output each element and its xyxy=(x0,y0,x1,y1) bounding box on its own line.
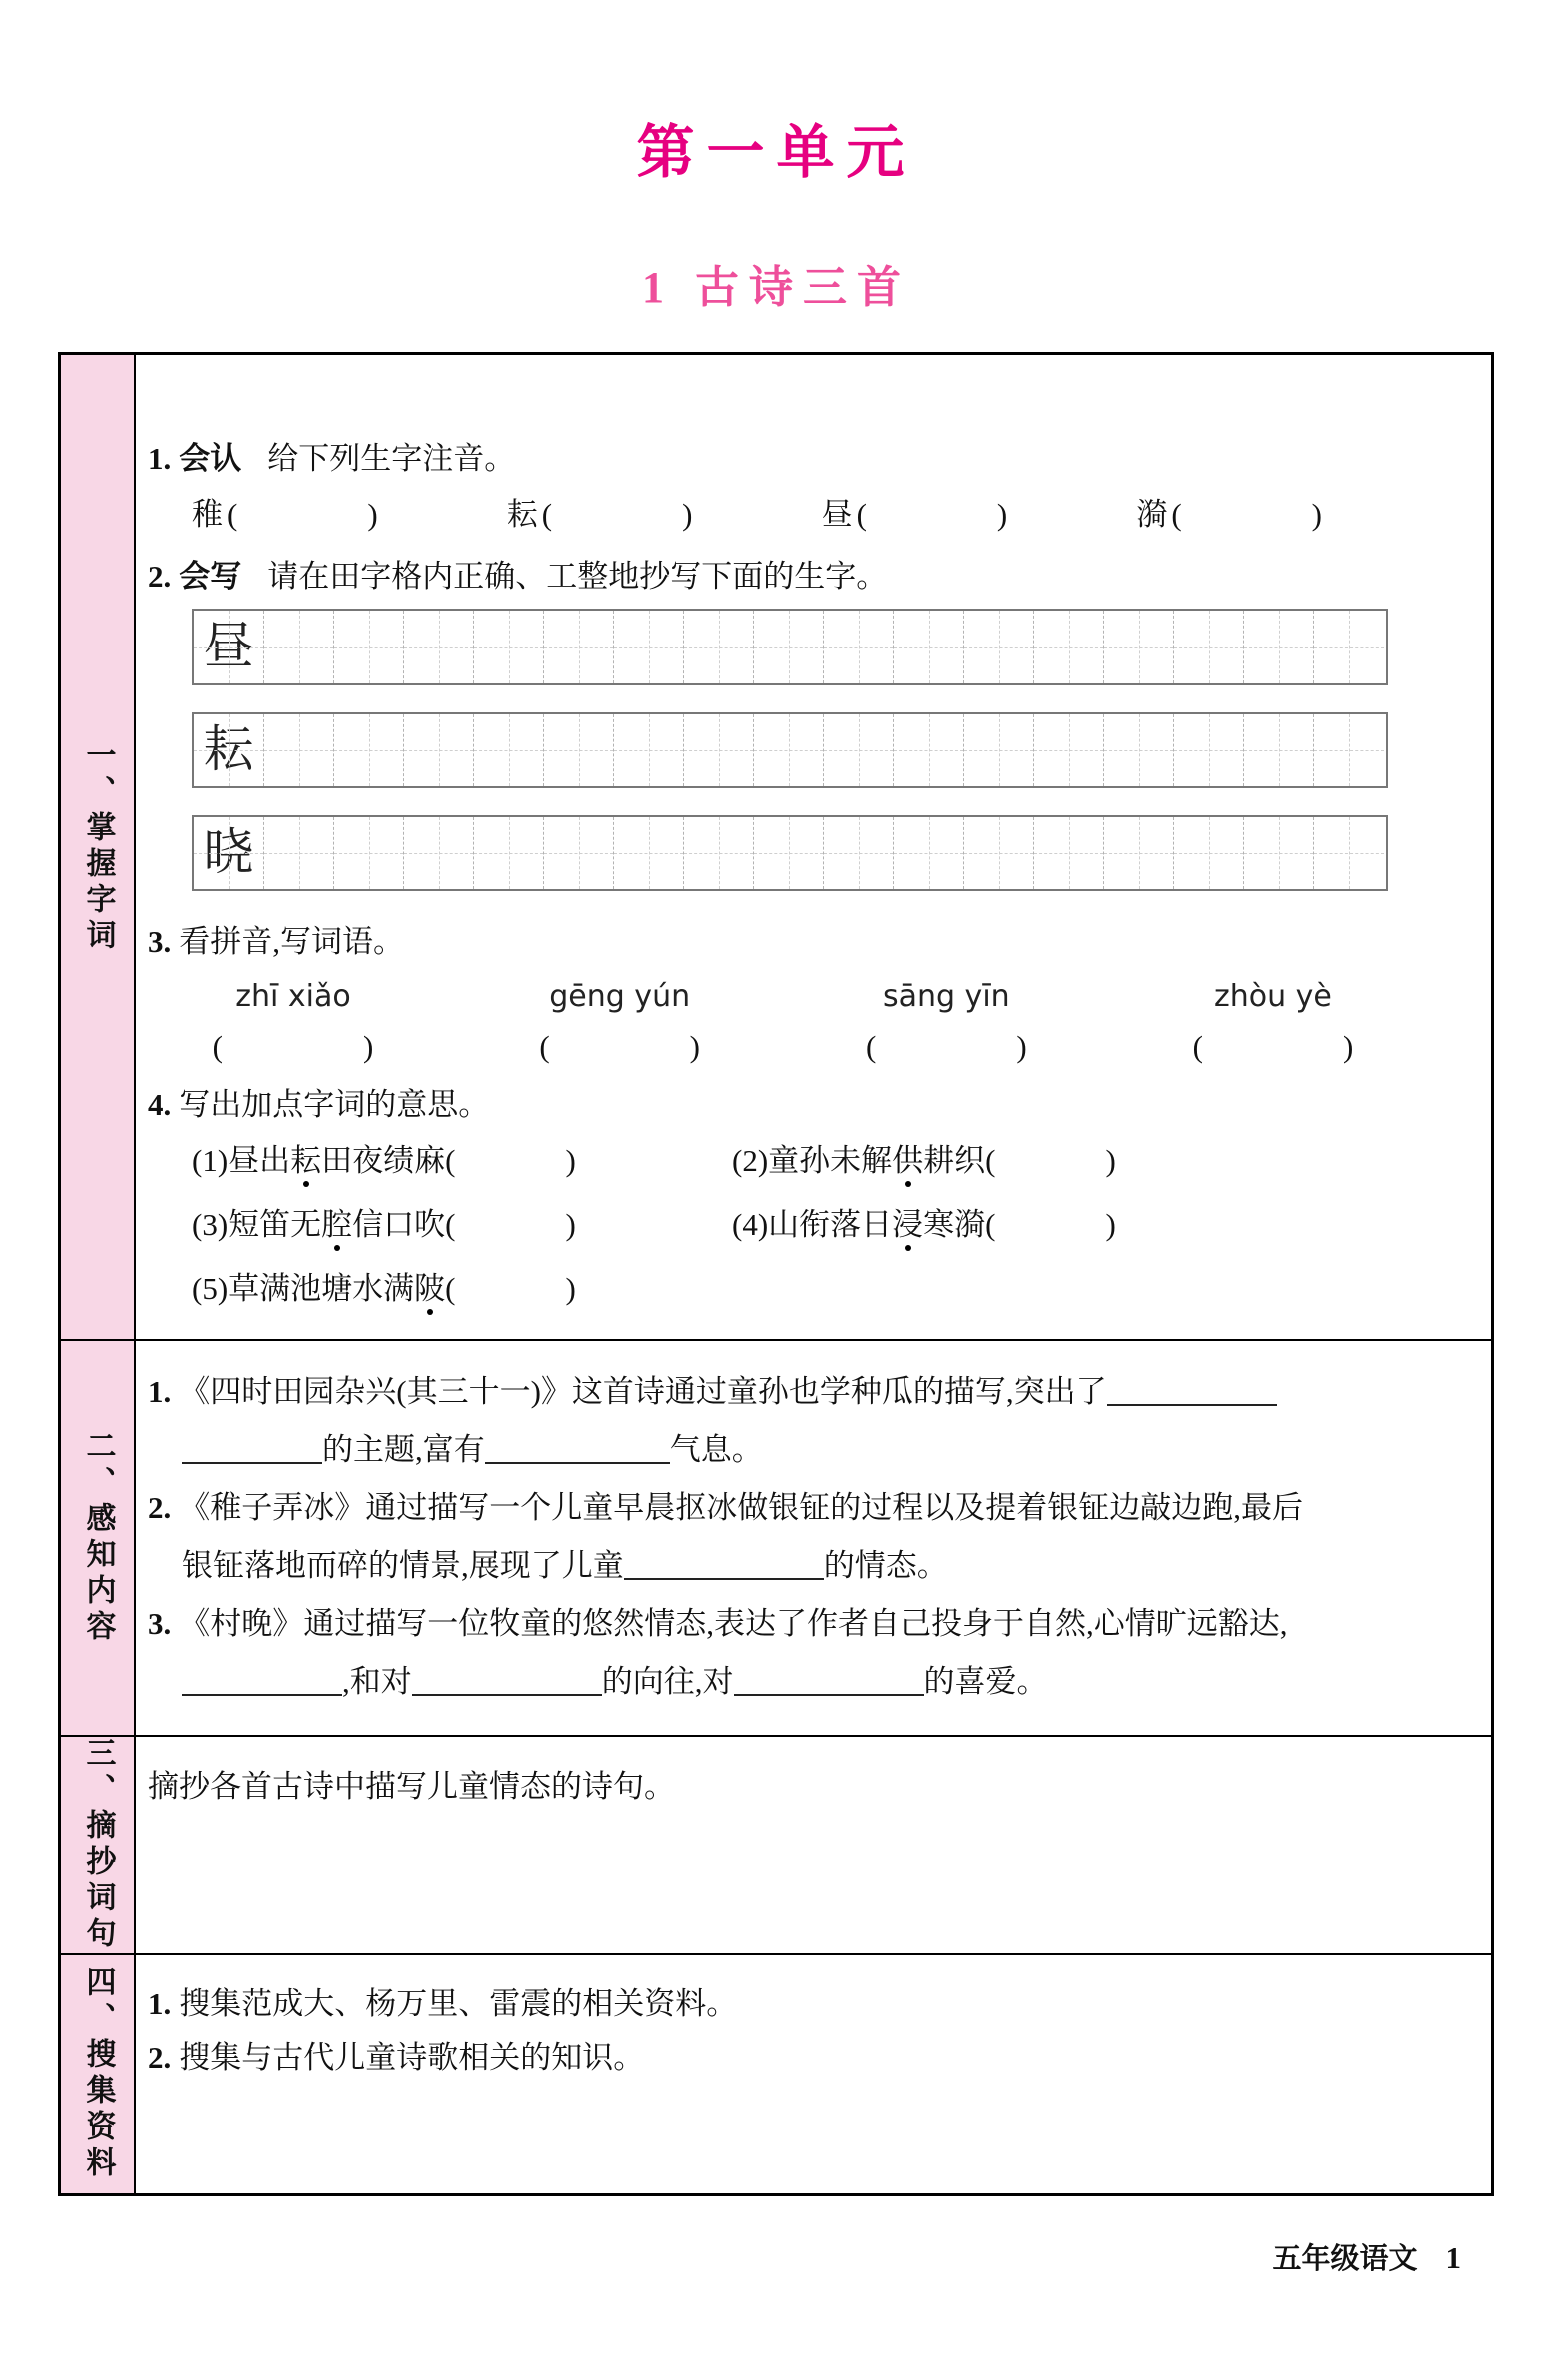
item-number: 2. xyxy=(148,2040,172,2075)
answer-bracket: ( ) xyxy=(1171,497,1322,533)
answer-bracket: ( ) xyxy=(445,1142,576,1178)
grid-cell xyxy=(1104,611,1174,683)
q1-prompt xyxy=(148,435,1463,483)
answer-bracket: ( ) xyxy=(865,1028,1027,1064)
comprehension-item xyxy=(148,1479,1463,1595)
section-label-cell-2 xyxy=(61,1341,136,1735)
section-label-cell-4 xyxy=(61,1955,136,2193)
text-line xyxy=(148,1537,1463,1595)
answer-bracket: ( ) xyxy=(445,1270,576,1306)
grid-cell: 晓 xyxy=(194,817,264,889)
item-text: 昼出 xyxy=(228,1142,291,1178)
grid-cell xyxy=(894,611,964,683)
item-text: ,和对 xyxy=(342,1664,412,1699)
item-text: 寒漪 xyxy=(923,1206,986,1242)
section-content-3 xyxy=(136,1737,1491,1953)
grid-cell xyxy=(1104,714,1174,786)
footer-book-title: 五年级语文 xyxy=(1272,2243,1418,2275)
character: 耘 xyxy=(506,497,538,533)
grid-cell xyxy=(474,817,544,889)
item-number: 3. xyxy=(148,1606,172,1641)
fill-in-blank xyxy=(182,1664,342,1696)
answer-bracket: ( ) xyxy=(541,497,693,533)
section-content-1 xyxy=(136,355,1491,1339)
grid-cell xyxy=(544,611,614,683)
worksheet-table xyxy=(58,352,1494,2196)
grid-cell xyxy=(544,714,614,786)
grid-cell xyxy=(1244,714,1314,786)
item-number: (1) xyxy=(192,1142,229,1178)
writing-grid-row xyxy=(192,712,1388,788)
item-text: 童孙未解 xyxy=(768,1142,893,1178)
grid-cell xyxy=(474,611,544,683)
meaning-item xyxy=(732,1137,1463,1185)
fill-in-blank xyxy=(734,1664,924,1696)
grid-cell xyxy=(334,817,404,889)
pinyin-column xyxy=(1168,974,1378,1071)
unit-title: 第一单元 xyxy=(636,120,917,185)
dotted-character: 陂 xyxy=(414,1270,446,1306)
section-label-2: 二、感知内容 xyxy=(81,1430,115,1646)
grid-cell xyxy=(1174,817,1244,889)
grid-cell xyxy=(894,817,964,889)
q3-number: 3. xyxy=(148,924,172,960)
grid-cell xyxy=(1034,714,1104,786)
item-text: 的主题,富有 xyxy=(322,1432,485,1467)
text-line xyxy=(148,1479,1463,1537)
grid-cell xyxy=(544,817,614,889)
q3-prompt xyxy=(148,918,1463,966)
char-group xyxy=(507,491,693,539)
q1-character-row xyxy=(192,491,1322,539)
grid-cell xyxy=(964,817,1034,889)
item-text: 草满池塘水满 xyxy=(228,1270,415,1306)
char-group xyxy=(822,491,1008,539)
grid-cell xyxy=(404,611,474,683)
grid-cell xyxy=(264,611,334,683)
excerpt-prompt: 摘抄各首古诗中描写儿童情态的诗句。 xyxy=(148,1769,675,1804)
item-number: 1. xyxy=(148,1374,172,1409)
grid-cell xyxy=(754,611,824,683)
meaning-item xyxy=(192,1201,732,1249)
text-line xyxy=(148,1595,1463,1653)
research-item xyxy=(148,2031,1463,2085)
grid-cell xyxy=(474,714,544,786)
pinyin-text: sāng yīn xyxy=(882,979,1010,1015)
pinyin-text: zhī xiǎo xyxy=(235,979,351,1015)
dotted-character: 浸 xyxy=(892,1206,924,1242)
item-text: 搜集与古代儿童诗歌相关的知识。 xyxy=(179,2040,645,2075)
grid-cell xyxy=(614,611,684,683)
grid-cell xyxy=(1104,817,1174,889)
item-text: 的喜爱。 xyxy=(923,1664,1048,1699)
text-line xyxy=(148,1421,1463,1479)
grid-cell xyxy=(754,714,824,786)
item-text: 搜集范成大、杨万里、雷震的相关资料。 xyxy=(179,1986,738,2021)
section-label-cell-1 xyxy=(61,355,136,1339)
grid-cell xyxy=(754,817,824,889)
item-text: 信口吹 xyxy=(352,1206,446,1242)
fill-in-blank xyxy=(412,1664,602,1696)
q2-keyword: 会写 xyxy=(179,559,242,595)
section-label-4: 四、搜集资料 xyxy=(81,1966,115,2182)
footer-page-number: 1 xyxy=(1445,2240,1461,2275)
grid-cell: 耘 xyxy=(194,714,264,786)
comprehension-item xyxy=(148,1595,1463,1711)
lesson-title: 1 古诗三首 xyxy=(642,263,911,312)
answer-bracket: ( ) xyxy=(227,497,378,533)
grid-cell xyxy=(264,714,334,786)
q3-text: 看拼音,写词语。 xyxy=(179,924,404,960)
grid-cell xyxy=(1244,611,1314,683)
pinyin-column xyxy=(188,974,398,1071)
pinyin-column xyxy=(515,974,725,1071)
text-line xyxy=(148,1653,1463,1711)
grid-cell xyxy=(964,714,1034,786)
comprehension-item xyxy=(148,1363,1463,1479)
grid-cell xyxy=(1034,817,1104,889)
grid-cell xyxy=(334,714,404,786)
meaning-item xyxy=(192,1265,732,1313)
item-number: 2. xyxy=(148,1490,172,1525)
item-text: 银钲落地而碎的情景,展现了儿童 xyxy=(182,1548,624,1583)
section-comprehension xyxy=(61,1339,1491,1735)
fill-in-blank xyxy=(1107,1374,1277,1406)
item-text: 短笛无 xyxy=(228,1206,322,1242)
page-footer xyxy=(1272,2236,1461,2277)
q4-text: 写出加点字词的意思。 xyxy=(179,1086,490,1122)
fill-in-blank xyxy=(485,1432,670,1464)
q2-prompt xyxy=(148,553,1463,601)
grid-cell xyxy=(614,817,684,889)
grid-cell xyxy=(404,817,474,889)
grid-cell xyxy=(824,714,894,786)
grid-cell xyxy=(1174,714,1244,786)
section-label-cell-3 xyxy=(61,1737,136,1953)
character: 昼 xyxy=(821,497,853,533)
meaning-items xyxy=(192,1137,1463,1313)
item-number: (3) xyxy=(192,1206,229,1242)
text-line xyxy=(148,1363,1463,1421)
item-text: 《村晚》通过描写一位牧童的悠然情态,表达了作者自己投身于自然,心情旷远豁达, xyxy=(179,1606,1288,1641)
grid-cell xyxy=(404,714,474,786)
pinyin-text: zhòu yè xyxy=(1214,979,1332,1015)
item-text: 耕织 xyxy=(923,1142,986,1178)
section-content-4 xyxy=(136,1955,1491,2193)
item-text: 《稚子弄冰》通过描写一个儿童早晨抠冰做银钲的过程以及提着银钲边敲边跑,最后 xyxy=(179,1490,1303,1525)
q1-text: 给下列生字注音。 xyxy=(267,441,516,476)
dotted-character: 腔 xyxy=(321,1206,353,1242)
pinyin-column xyxy=(841,974,1051,1071)
grid-cell xyxy=(964,611,1034,683)
item-text: 气息。 xyxy=(669,1432,763,1467)
meaning-item xyxy=(192,1137,732,1185)
grid-cell xyxy=(824,817,894,889)
grid-cell xyxy=(684,611,754,683)
answer-bracket: ( ) xyxy=(539,1028,700,1064)
item-text: 《四时田园杂兴(其三十一)》这首诗通过童孙也学种瓜的描写,突出了 xyxy=(179,1374,1107,1409)
item-number: (4) xyxy=(732,1206,769,1242)
grid-cell xyxy=(1314,611,1384,683)
grid-cell xyxy=(894,714,964,786)
section-research xyxy=(61,1953,1491,2193)
grid-cell: 昼 xyxy=(194,611,264,683)
section-content-2 xyxy=(136,1341,1491,1735)
q2-text: 请在田字格内正确、工整地抄写下面的生字。 xyxy=(267,559,888,595)
answer-bracket: ( ) xyxy=(445,1206,576,1242)
item-number: 1. xyxy=(148,1986,172,2021)
character: 稚 xyxy=(192,497,223,533)
item-text: 田夜绩麻 xyxy=(321,1142,446,1178)
item-text: 的情态。 xyxy=(823,1548,948,1583)
grid-cell xyxy=(1314,817,1384,889)
q4-prompt xyxy=(148,1081,1463,1129)
q2-number: 2. xyxy=(148,559,172,595)
grid-cell xyxy=(684,817,754,889)
grid-cell xyxy=(684,714,754,786)
grid-cell xyxy=(1314,714,1384,786)
grid-cell xyxy=(1174,611,1244,683)
fill-in-blank xyxy=(182,1432,322,1464)
grid-cell xyxy=(1034,611,1104,683)
answer-bracket: ( ) xyxy=(1192,1028,1354,1064)
section-label-1: 一、掌握字词 xyxy=(81,739,115,955)
character: 漪 xyxy=(1136,497,1168,533)
pinyin-row xyxy=(188,974,1378,1071)
item-number: (2) xyxy=(732,1142,769,1178)
section-master-words xyxy=(61,355,1491,1339)
grid-cell xyxy=(1244,817,1314,889)
answer-bracket: ( ) xyxy=(212,1028,374,1064)
answer-bracket: ( ) xyxy=(985,1142,1116,1178)
q1-number: 1. xyxy=(148,441,172,476)
dotted-character: 供 xyxy=(892,1142,924,1178)
pinyin-text: gēng yún xyxy=(549,979,691,1015)
meaning-item xyxy=(732,1201,1463,1249)
research-item xyxy=(148,1977,1463,2031)
answer-bracket: ( ) xyxy=(856,497,1008,533)
grid-cell xyxy=(824,611,894,683)
writing-grid-row xyxy=(192,815,1388,891)
q4-number: 4. xyxy=(148,1086,172,1122)
grid-cell xyxy=(334,611,404,683)
answer-bracket: ( ) xyxy=(985,1206,1116,1242)
item-text: 山衔落日 xyxy=(768,1206,893,1242)
char-group xyxy=(1136,491,1322,539)
grid-cell xyxy=(264,817,334,889)
item-text: 的向往,对 xyxy=(601,1664,734,1699)
fill-in-blank xyxy=(624,1548,824,1580)
grid-cell xyxy=(614,714,684,786)
item-number: (5) xyxy=(192,1270,229,1306)
char-group xyxy=(192,491,378,539)
dotted-character: 耘 xyxy=(290,1142,322,1178)
q1-keyword: 会认 xyxy=(179,441,242,476)
section-excerpt xyxy=(61,1735,1491,1953)
section-label-3: 三、摘抄词句 xyxy=(81,1737,115,1953)
writing-grid-row xyxy=(192,609,1388,685)
